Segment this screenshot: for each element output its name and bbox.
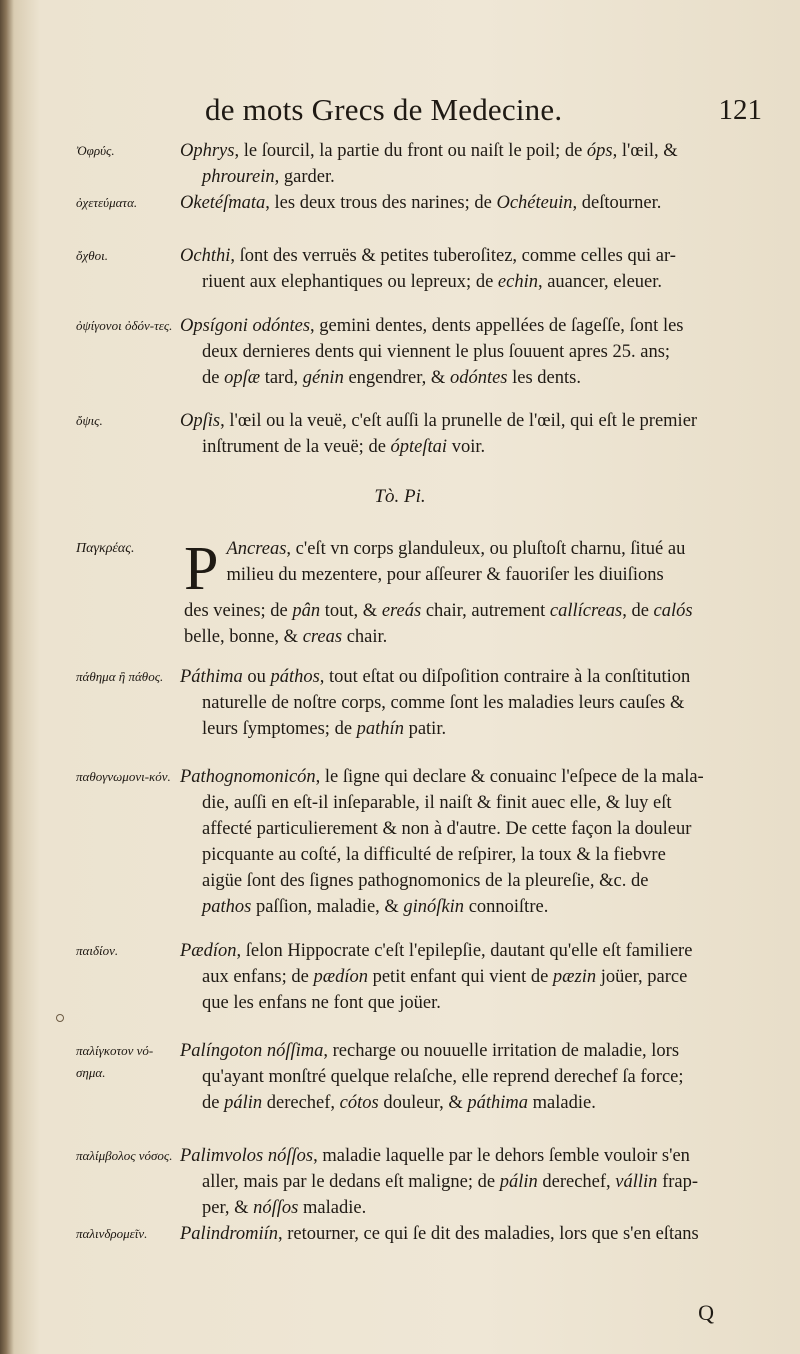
greek-term: παλινδρομεῖν. bbox=[76, 1226, 148, 1241]
entry-line: Palimvolos nóſſos, maladie laquelle par le dehors ſemble vouloir s'en bbox=[180, 1146, 690, 1166]
greek-term: παιδίον. bbox=[76, 943, 119, 958]
entry-text bbox=[180, 938, 758, 1016]
greek-term: ὄχθοι. bbox=[76, 248, 108, 263]
entry-line: Pathognomonicón, le ſigne qui declare & conuainc l'eſpece de la mala- bbox=[180, 767, 704, 787]
entry-line: deux dernieres dents qui viennent le plus ſouuent apres 25. ans; bbox=[202, 342, 671, 362]
entry-line: Oketéſmata, les deux trous des narines; de Ochéteuin, deſtourner. bbox=[180, 193, 662, 213]
entry-line: pathos paſſion, maladie, & ginóſkin connoiſtre. bbox=[202, 897, 549, 917]
entry-line: Ochthi, ſont des verruës & petites tuberoſitez, comme celles qui ar- bbox=[180, 246, 676, 266]
entry-text bbox=[180, 764, 758, 920]
entry-line: Opsígoni odóntes, gemini dentes, dents appellées de ſageſſe, ſont les bbox=[180, 316, 684, 336]
greek-term: ὄψις. bbox=[76, 413, 103, 428]
entry-line: Ancreas, c'eſt vn corps glanduleux, ou pluſtoſt charnu, ſitué au bbox=[226, 539, 686, 559]
page-number: 121 bbox=[718, 94, 762, 126]
entry-line: Opſis, l'œil ou la veuë, c'eſt auſſi la prunelle de l'œil, qui eſt le premier bbox=[180, 411, 698, 431]
entry-text bbox=[180, 313, 758, 391]
entry-text bbox=[184, 536, 762, 650]
entry-line: die, auſſi en eſt-il inſeparable, il naiſt & finit auec elle, & luy eſt bbox=[202, 793, 672, 813]
entry-line: Palíngoton nóſſima, recharge ou nouuelle irritation de maladie, lors bbox=[180, 1041, 680, 1061]
entry-text bbox=[180, 190, 758, 216]
greek-term: Ὀφρύς. bbox=[76, 143, 115, 158]
entry-line: qu'ayant monſtré quelque relaſche, elle reprend derechef ſa force; bbox=[202, 1067, 684, 1087]
entry-line: inſtrument de la veuë; de ópteſtai voir. bbox=[202, 437, 486, 457]
entry-line: aux enfans; de pædíon petit enfant qui vient de pæzin joüer, parce bbox=[202, 967, 688, 987]
entry-text bbox=[180, 1221, 758, 1247]
entry-line: riuent aux elephantiques ou lepreux; de echin, auancer, eleuer. bbox=[202, 272, 663, 292]
entry-line: phrourein, garder. bbox=[202, 167, 335, 187]
ink-stain bbox=[56, 1014, 64, 1022]
entry-line: milieu du mezentere, pour aſſeurer & fauoriſer les diuiſions bbox=[226, 565, 664, 585]
entry-line: per, & nóſſos maladie. bbox=[202, 1198, 367, 1218]
section-heading: Tò. Pi. bbox=[374, 486, 426, 507]
entry-line: Palindromiín, retourner, ce qui ſe dit des maladies, lors que s'en eſtans bbox=[180, 1224, 699, 1244]
entry-line: leurs ſymptomes; de pathín patir. bbox=[202, 719, 447, 739]
entry-line: aller, mais par le dedans eſt maligne; de pálin derechef, vállin frap- bbox=[202, 1172, 699, 1192]
entry-text bbox=[180, 1038, 758, 1116]
entry-text bbox=[180, 138, 758, 190]
entry-text bbox=[180, 243, 758, 295]
entry-line: aigüe ſont des ſignes pathognomonics de la pleureſie, &c. de bbox=[202, 871, 649, 891]
entry-line: picquante au coſté, la difficulté de reſpirer, la toux & la fiebvre bbox=[202, 845, 666, 865]
entry-line: Ophrys, le ſourcil, la partie du front ou naiſt le poil; de óps, l'œil, & bbox=[180, 141, 678, 161]
entry-line: naturelle de noſtre corps, comme ſont les maladies leurs cauſes & bbox=[202, 693, 685, 713]
greek-term: πάθημα ἢ πάθος. bbox=[76, 669, 164, 684]
greek-term: παλίμβολος νόσος. bbox=[76, 1148, 173, 1163]
greek-term: Παγκρέας. bbox=[76, 541, 135, 556]
greek-term: ὀχετεύματα. bbox=[76, 195, 138, 210]
greek-term: παλίγκοτον νό-σημα. bbox=[76, 1043, 154, 1080]
entry-line: que les enfans ne font que joüer. bbox=[202, 993, 441, 1013]
entry-line: Páthima ou páthos, tout eſtat ou diſpoſition contraire à la conſtitution bbox=[180, 667, 691, 687]
entry-text bbox=[180, 664, 758, 742]
catchword: Q bbox=[698, 1300, 714, 1325]
running-header bbox=[0, 92, 800, 132]
entry-line: des veines; de pân tout, & ereás chair, autrement callícreas, de calós bbox=[184, 601, 693, 621]
entry-text bbox=[180, 408, 758, 460]
running-title: de mots Grecs de Medecine. bbox=[205, 92, 563, 127]
entry-text bbox=[180, 1143, 758, 1221]
entry-line: belle, bonne, & creas chair. bbox=[184, 627, 388, 647]
greek-term: παθογνωμονι-κόν. bbox=[76, 769, 171, 784]
drop-cap-letter: P bbox=[184, 535, 219, 603]
entry-line: affecté particulierement & non à d'autre. De cette façon la douleur bbox=[202, 819, 692, 839]
entry-line: de pálin derechef, cótos douleur, & páthima maladie. bbox=[202, 1093, 596, 1113]
greek-term: ὀψίγονοι ὀδόν-τες. bbox=[76, 318, 173, 333]
entry-line: Pædíon, ſelon Hippocrate c'eſt l'epilepſie, dautant qu'elle eſt familiere bbox=[180, 941, 693, 961]
entry-line: de opſæ tard, génin engendrer, & odóntes les dents. bbox=[202, 368, 581, 388]
